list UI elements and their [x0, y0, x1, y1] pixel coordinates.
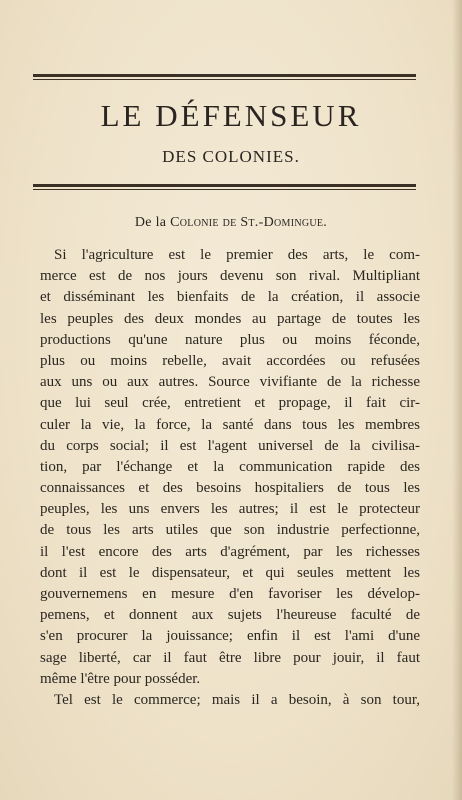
text-line: peuples, les uns envers les autres; il est le protecteur — [40, 501, 420, 518]
page-subtitle: DES COLONIES. — [162, 147, 300, 166]
text-line: s'en procurer la jouissance; enfin il est l'ami d'une — [40, 628, 420, 645]
text-line: sage liberté, car il faut être libre pour jouir, il faut — [40, 649, 420, 666]
bottom-rule-thin — [33, 189, 416, 190]
text-line: même l'être pour posséder. — [40, 670, 201, 687]
text-line: Si l'agriculture est le premier des arts, le com- — [54, 247, 420, 263]
text-line: tion, par l'échange et la communication rapide des — [40, 458, 420, 475]
top-rule-thick — [33, 74, 416, 77]
text-line: aux uns ou aux autres. Source vivifiante de la richesse — [40, 374, 420, 391]
text-line: gouvernemens en mesure d'en favoriser les dévelop- — [40, 586, 420, 602]
text-line: pemens, et donnent aux sujets l'heureuse faculté de — [40, 607, 420, 624]
text-line: de tous les arts utiles que son industrie perfectionne, — [40, 522, 420, 539]
text-line: culer la vie, la force, la santé dans tous les membres — [40, 416, 420, 433]
section-heading-prefix: De la — [134, 215, 171, 230]
page-title: LE DÉFENSEUR — [100, 98, 362, 133]
text-line: du corps social; il est l'agent universel de la civilisa- — [40, 437, 420, 454]
text-line: merce est de nos jours devenu son rival. Multipliant — [40, 268, 420, 285]
top-rule-thin — [33, 79, 416, 80]
text-line: que lui seul crée, entretient et propage, il fait cir- — [40, 395, 420, 412]
section-heading-place: St.-Domingue. — [240, 215, 328, 230]
text-line: dont il est le dispensateur, et qui seules mettent les — [40, 564, 420, 581]
body-text — [40, 245, 420, 711]
section-heading — [0, 215, 462, 231]
bottom-rule-thick — [33, 184, 416, 187]
text-line: et disséminant les bienfaits de la création, il associe — [40, 289, 420, 306]
text-line: les peuples des deux mondes au partage de toutes les — [40, 310, 420, 327]
text-line: plus ou moins rebelle, avait accordées ou refusées — [40, 352, 420, 369]
text-line: connaissances et des besoins hospitaliers de tous les — [40, 480, 420, 497]
text-line: il l'est encore des arts d'agrément, par les richesses — [40, 543, 420, 560]
text-line: Tel est le commerce; mais il a besoin, à son tour, — [54, 691, 420, 708]
section-heading-smallcaps: Colonie de — [170, 215, 241, 230]
text-line: productions qu'une nature plus ou moins féconde, — [40, 331, 420, 348]
